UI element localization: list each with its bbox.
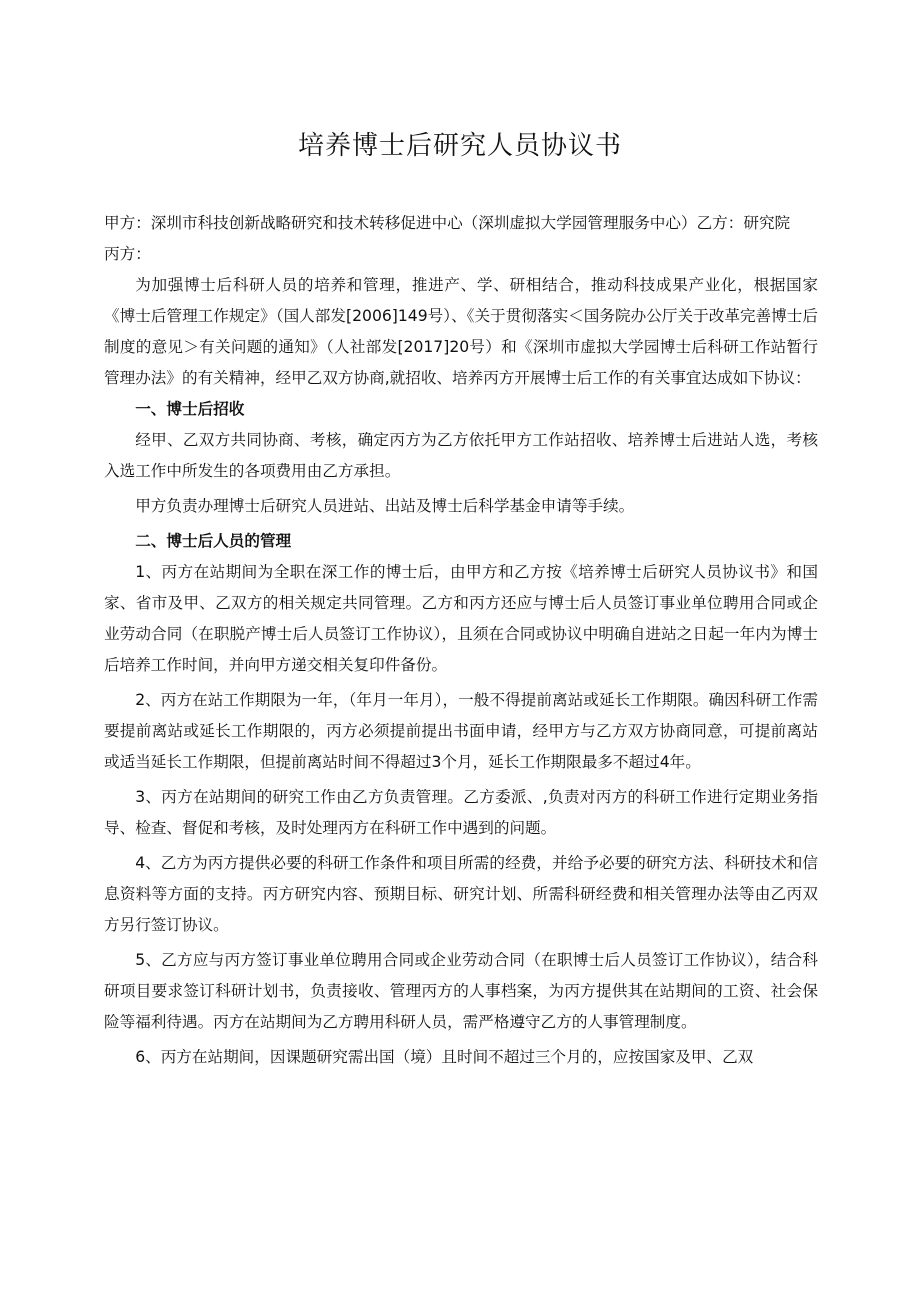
section-2-item-2: 2、丙方在站工作期限为一年，（年月一年月），一般不得提前离站或延长工作期限。确因科研工作需要提前离站或延长工作期限的，丙方必须提前提出书面申请，经甲方与乙方双方协商同意，可提前离站或适当延长工作期限，但提前离站时间不得超过3个月，延长工作期限最多不超过4年。 — [104, 691, 818, 771]
section-2-item-1: 1、丙方在站期间为全职在深工作的博士后，由甲方和乙方按《培养博士后研究人员协议书》和国家、省市及甲、乙双方的相关规定共同管理。乙方和丙方还应与博士后人员签订事业单位聘用合同或企业劳动合同（在职脱产博士后人员签订工作协议），且须在合同或协议中明确自进站之日起一年内为博士后培养工作时间，并向甲方递交相关复印件备份。 — [104, 563, 818, 674]
document-title: 培养博士后研究人员协议书 — [297, 131, 622, 161]
intro-paragraph: 为加强博士后科研人员的培养和管理，推进产、学、研相结合，推动科技成果产业化，根据国家《博士后管理工作规定》（国人部发[2006]149号）、《关于贯彻落实＜国务院办公厅关于改革完善博士后制度的意见＞有关问题的通知》（人社部发[2017]20号）和《深圳市虚拟大学园博士后科研工作站暂行管理办法》的有关精神，经甲乙双方协商,就招收、培养丙方开展博士后工作的有关事宜达成如下协议： — [104, 276, 818, 387]
section-1-paragraph-1: 经甲、乙双方共同协商、考核，确定丙方为乙方依托甲方工作站招收、培养博士后进站人选，考核入选工作中所发生的各项费用由乙方承担。 — [104, 431, 818, 480]
section-1-heading: 一、博士后招收 — [135, 400, 245, 418]
document-body — [104, 208, 818, 1073]
section-2-item-6: 6、丙方在站期间，因课题研究需出国（境）且时间不超过三个月的，应按国家及甲、乙双 — [135, 1048, 754, 1066]
section-1-paragraph-2: 甲方负责办理博士后研究人员进站、出站及博士后科学基金申请等手续。 — [135, 497, 635, 515]
party-a-line: 甲方：深圳市科技创新战略研究和技术转移促进中心（深圳虚拟大学园管理服务中心）乙方：研究院 — [104, 214, 791, 232]
section-2-item-5: 5、乙方应与丙方签订事业单位聘用合同或企业劳动合同（在职博士后人员签订工作协议），结合科研项目要求签订科研计划书，负责接收、管理丙方的人事档案，为丙方提供其在站期间的工资、社会保险等福利待遇。丙方在站期间为乙方聘用科研人员，需严格遵守乙方的人事管理制度。 — [104, 951, 818, 1031]
section-2-item-4: 4、乙方为丙方提供必要的科研工作条件和项目所需的经费，并给予必要的研究方法、科研技术和信息资料等方面的支持。丙方研究内容、预期目标、研究计划、所需科研经费和相关管理办法等由乙丙双方另行签订协议。 — [104, 854, 818, 934]
party-c-line: 丙方： — [104, 245, 151, 263]
section-2-item-3: 3、丙方在站期间的研究工作由乙方负责管理。乙方委派、,负责对丙方的科研工作进行定期业务指导、检查、督促和考核，及时处理丙方在科研工作中遇到的问题。 — [104, 788, 818, 837]
section-2-heading: 二、博士后人员的管理 — [135, 532, 292, 550]
